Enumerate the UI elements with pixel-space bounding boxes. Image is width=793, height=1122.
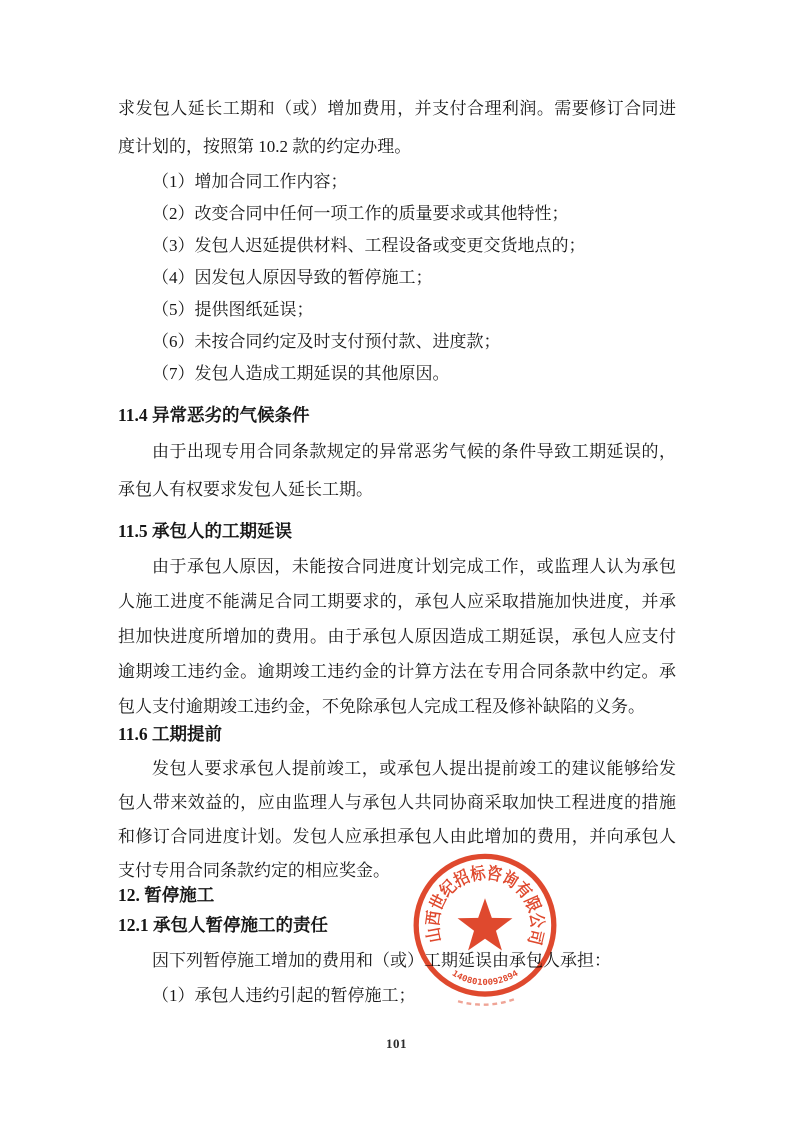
clause-item: （7）发包人造成工期延误的其他原因。	[152, 364, 450, 383]
chapter-heading-12: 12. 暂停施工	[118, 885, 215, 905]
sub-clause-list	[118, 978, 676, 1013]
clause-item: （1）承包人违约引起的暂停施工；	[152, 986, 416, 1005]
paragraph-continuation: 求发包人延长工期和（或）增加费用，并支付合理利润。需要修订合同进度计划的，按照第 10.2 款的约定办理。	[118, 99, 676, 156]
section-heading-11-5: 11.5 承包人的工期延误	[118, 521, 293, 541]
section-heading-12-1: 12.1 承包人暂停施工的责任	[118, 915, 328, 935]
clause-item: （1）增加合同工作内容；	[152, 172, 348, 191]
clause-item: （5）提供图纸延误；	[152, 300, 314, 319]
clause-item: （4）因发包人原因导致的暂停施工；	[152, 268, 433, 287]
page-content	[118, 90, 676, 1013]
page-number: 101	[386, 1036, 407, 1051]
section-body-11-5: 由于承包人原因，未能按合同进度计划完成工作，或监理人认为承包人施工进度不能满足合同工期要求的，承包人应采取措施加快进度，并承担加快进度所增加的费用。由于承包人原因造成工期延误，承包人应支付逾期竣工违约金。逾期竣工违约金的计算方法在专用合同条款中约定。承包人支付逾期竣工违约金，不免除承包人完成工程及修补缺陷的义务。	[118, 557, 676, 716]
section-heading-11-4: 11.4 异常恶劣的气候条件	[118, 405, 310, 425]
section-intro-12-1: 因下列暂停施工增加的费用和（或）工期延误由承包人承担：	[152, 951, 611, 970]
clause-list	[118, 166, 676, 390]
section-body-11-6: 发包人要求承包人提前竣工，或承包人提出提前竣工的建议能够给发包人带来效益的，应由监理人与承包人共同协商采取加快工程进度的措施和修订合同进度计划。发包人应承担承包人由此增加的费用，并向承包人支付专用合同条款约定的相应奖金。	[118, 759, 676, 880]
clause-item: （2）改变合同中任何一项工作的质量要求或其他特性；	[152, 204, 569, 223]
section-heading-11-6: 11.6 工期提前	[118, 724, 223, 744]
clause-item: （6）未按合同约定及时支付预付款、进度款；	[152, 332, 501, 351]
seal-number-text: 1408010092894	[450, 967, 520, 987]
section-body-11-4: 由于出现专用合同条款规定的异常恶劣气候的条件导致工期延误的，承包人有权要求发包人延长工期。	[118, 442, 676, 499]
seal-company-text: 山西世纪招标咨询有限公司	[423, 863, 547, 950]
clause-item: （3）发包人迟延提供材料、工程设备或变更交货地点的；	[152, 236, 586, 255]
